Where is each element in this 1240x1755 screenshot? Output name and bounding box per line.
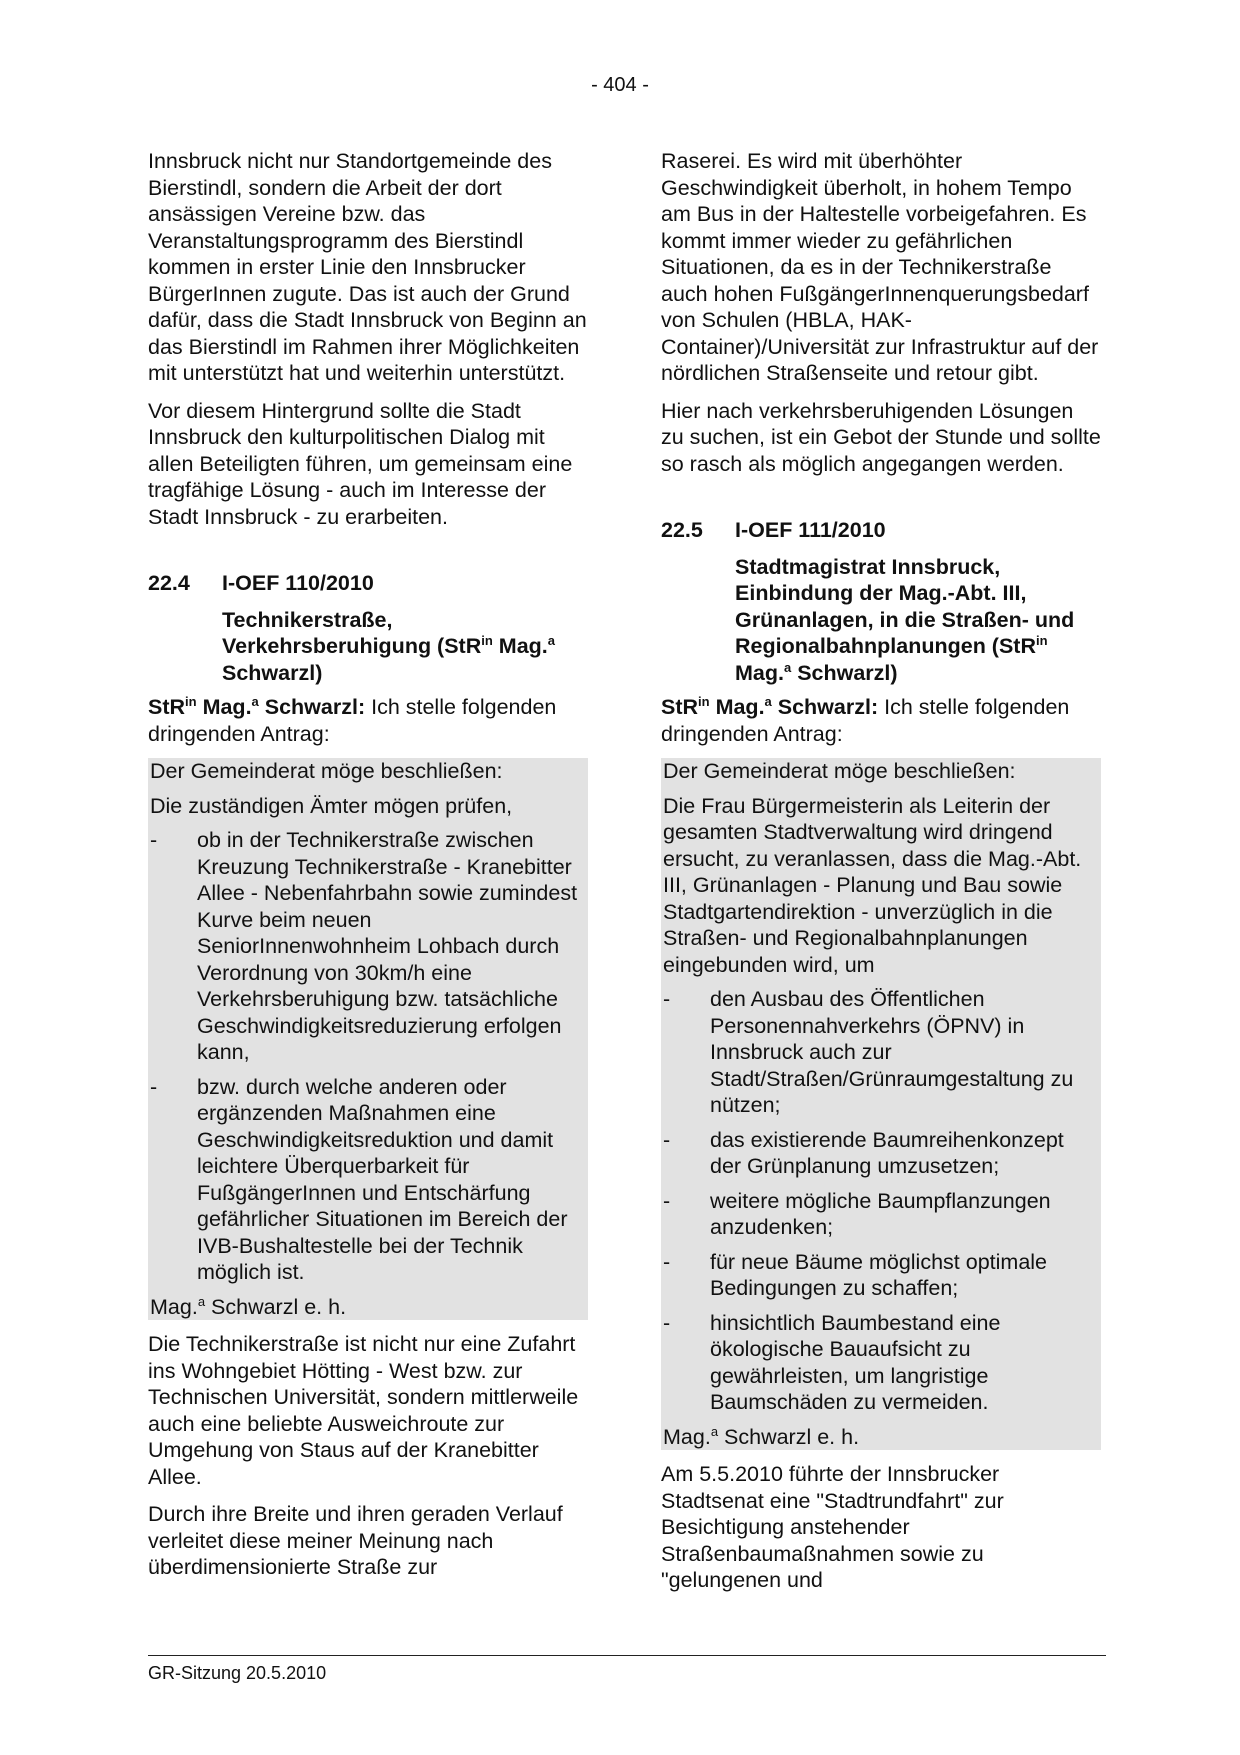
paragraph: Hier nach verkehrsberuhigenden Lösungen zu suchen, ist ein Gebot der Stunde und sollte so rasch als möglich angegangen werden. — [661, 398, 1101, 476]
section-heading — [148, 570, 588, 597]
motion-box — [661, 758, 1101, 1450]
list-item: - den Ausbau des Öffentlichen Personennahverkehrs (ÖPNV) in Innsbruck auch zur Stadt/Straßen/Grünraumgestaltung zu nützen; — [663, 987, 1074, 1117]
paragraph: Vor diesem Hintergrund sollte die Stadt Innsbruck den kulturpolitischen Dialog mit allen Beteiligten führen, um gemeinsam eine tragfähige Lösung - auch im Interesse der Stadt Innsbruck - zu erarbeiten. — [148, 398, 573, 529]
section-id: I-OEF 110/2010 — [222, 571, 374, 595]
left-column — [148, 148, 588, 1592]
motion-box — [148, 758, 588, 1320]
speaker-paragraph: StR$^{in}$ Mag.$^a$ Schwarzl: Ich stelle folgenden dringenden Antrag: — [148, 694, 557, 746]
motion-text: Die zuständigen Ämter mögen prüfen, — [150, 793, 513, 818]
paragraph: Durch ihre Breite und ihren geraden Verlauf verleitet diese meiner Meinung nach überdimensionierte Straße zur — [148, 1502, 563, 1579]
section-number: 22.5 — [661, 518, 703, 542]
list-item: - weitere mögliche Baumpflanzungen anzudenken; — [663, 1188, 1051, 1239]
page-number: - 404 - — [591, 74, 649, 96]
motion-intro: Der Gemeinderat möge beschließen: — [663, 759, 1016, 783]
footer-divider — [148, 1655, 1106, 1656]
list-item: - für neue Bäume möglichst optimale Bedingungen zu schaffen; — [663, 1249, 1048, 1300]
list-item: - bzw. durch welche anderen oder ergänzenden Maßnahmen eine Geschwindigkeitsreduktion und damit leichtere Überquerbarkeit für FußgängerInnen und Entschärfung gefährlicher Situationen im Bereich der IVB-Bushaltestelle bei der Technik möglich ist. — [150, 1074, 568, 1284]
signature: Mag.$^a$ Schwarzl e. h. — [663, 1423, 860, 1449]
paragraph: Raserei. Es wird mit überhöhter Geschwindigkeit überholt, in hohem Tempo am Bus in der Haltestelle vorbeigefahren. Es kommt immer wieder zu gefährlichen Situationen, da es in der Technikerstraße auch hohen FußgängerInnenquerungsbedarf von Schulen (HBLA, HAK-Container)/Universität zur Infrastruktur auf der nördlichen Straßenseite und retour gibt. — [661, 149, 1099, 385]
motion-text: Die Frau Bürgermeisterin als Leiterin der gesamten Stadtverwaltung wird dringend ersucht, zu veranlassen, dass die Mag.-Abt. III, Grünanlagen - Planung und Bau sowie Stadtgartendirektion - unverzüglich in die Straßen- und Regionalbahnplanungen eingebunden wird, um — [663, 793, 1082, 977]
paragraph: Am 5.5.2010 führte der Innsbrucker Stadtsenat eine "Stadtrundfahrt" zur Besichtigung anstehender Straßenbaumaßnahmen sowie zu "gelungenen und — [661, 1462, 1004, 1592]
section-id: I-OEF 111/2010 — [735, 518, 886, 542]
list-item: - das existierende Baumreihenkonzept der Grünplanung umzusetzen; — [663, 1127, 1064, 1178]
section-heading — [661, 517, 1101, 544]
list-item: - ob in der Technikerstraße zwischen Kreuzung Technikerstraße - Kranebitter Allee - Nebenfahrbahn sowie zumindest Kurve beim neuen SeniorInnenwohnheim Lohbach durch Verordnung von 30km/h eine Verkehrsberuhigung bzw. tatsächliche Geschwindigkeitsreduzierung erfolgen kann, — [150, 828, 578, 1064]
footer-text: GR-Sitzung 20.5.2010 — [148, 1663, 327, 1683]
right-column — [661, 148, 1101, 1605]
section-number: 22.4 — [148, 571, 190, 595]
paragraph: Innsbruck nicht nur Standortgemeinde des Bierstindl, sondern die Arbeit der dort ansässigen Vereine bzw. das Veranstaltungsprogramm des Bierstindl kommen in erster Linie den Innsbrucker BürgerInnen zugute. Das ist auch der Grund dafür, dass die Stadt Innsbruck von Beginn an das Bierstindl im Rahmen ihrer Möglichkeiten mit unterstützt hat und weiterhin unterstützt. — [148, 149, 587, 385]
paragraph: Die Technikerstraße ist nicht nur eine Zufahrt ins Wohngebiet Hötting - West bzw. zur Technischen Universität, sondern mittlerweile auch eine beliebte Ausweichroute zur Umgehung von Staus auf der Kranebitter Allee. — [148, 1332, 579, 1489]
section-title: Stadtmagistrat Innsbruck, Einbindung der Mag.-Abt. III, Grünanlagen, in die Straßen- und Regionalbahnplanungen (StR$^{in}$ Mag.$^a$ Schwarzl) — [735, 554, 1075, 685]
list-item: - hinsichtlich Baumbestand eine ökologische Bauaufsicht zu gewährleisten, um langristige Baumschäden zu vermeiden. — [663, 1310, 1001, 1414]
signature: Mag.$^a$ Schwarzl e. h. — [150, 1293, 347, 1319]
section-title: Technikerstraße, Verkehrsberuhigung (StR$^{in}$ Mag.$^a$ Schwarzl) — [222, 607, 555, 685]
motion-intro: Der Gemeinderat möge beschließen: — [150, 759, 503, 783]
speaker-paragraph: StR$^{in}$ Mag.$^a$ Schwarzl: Ich stelle folgenden dringenden Antrag: — [661, 694, 1070, 746]
